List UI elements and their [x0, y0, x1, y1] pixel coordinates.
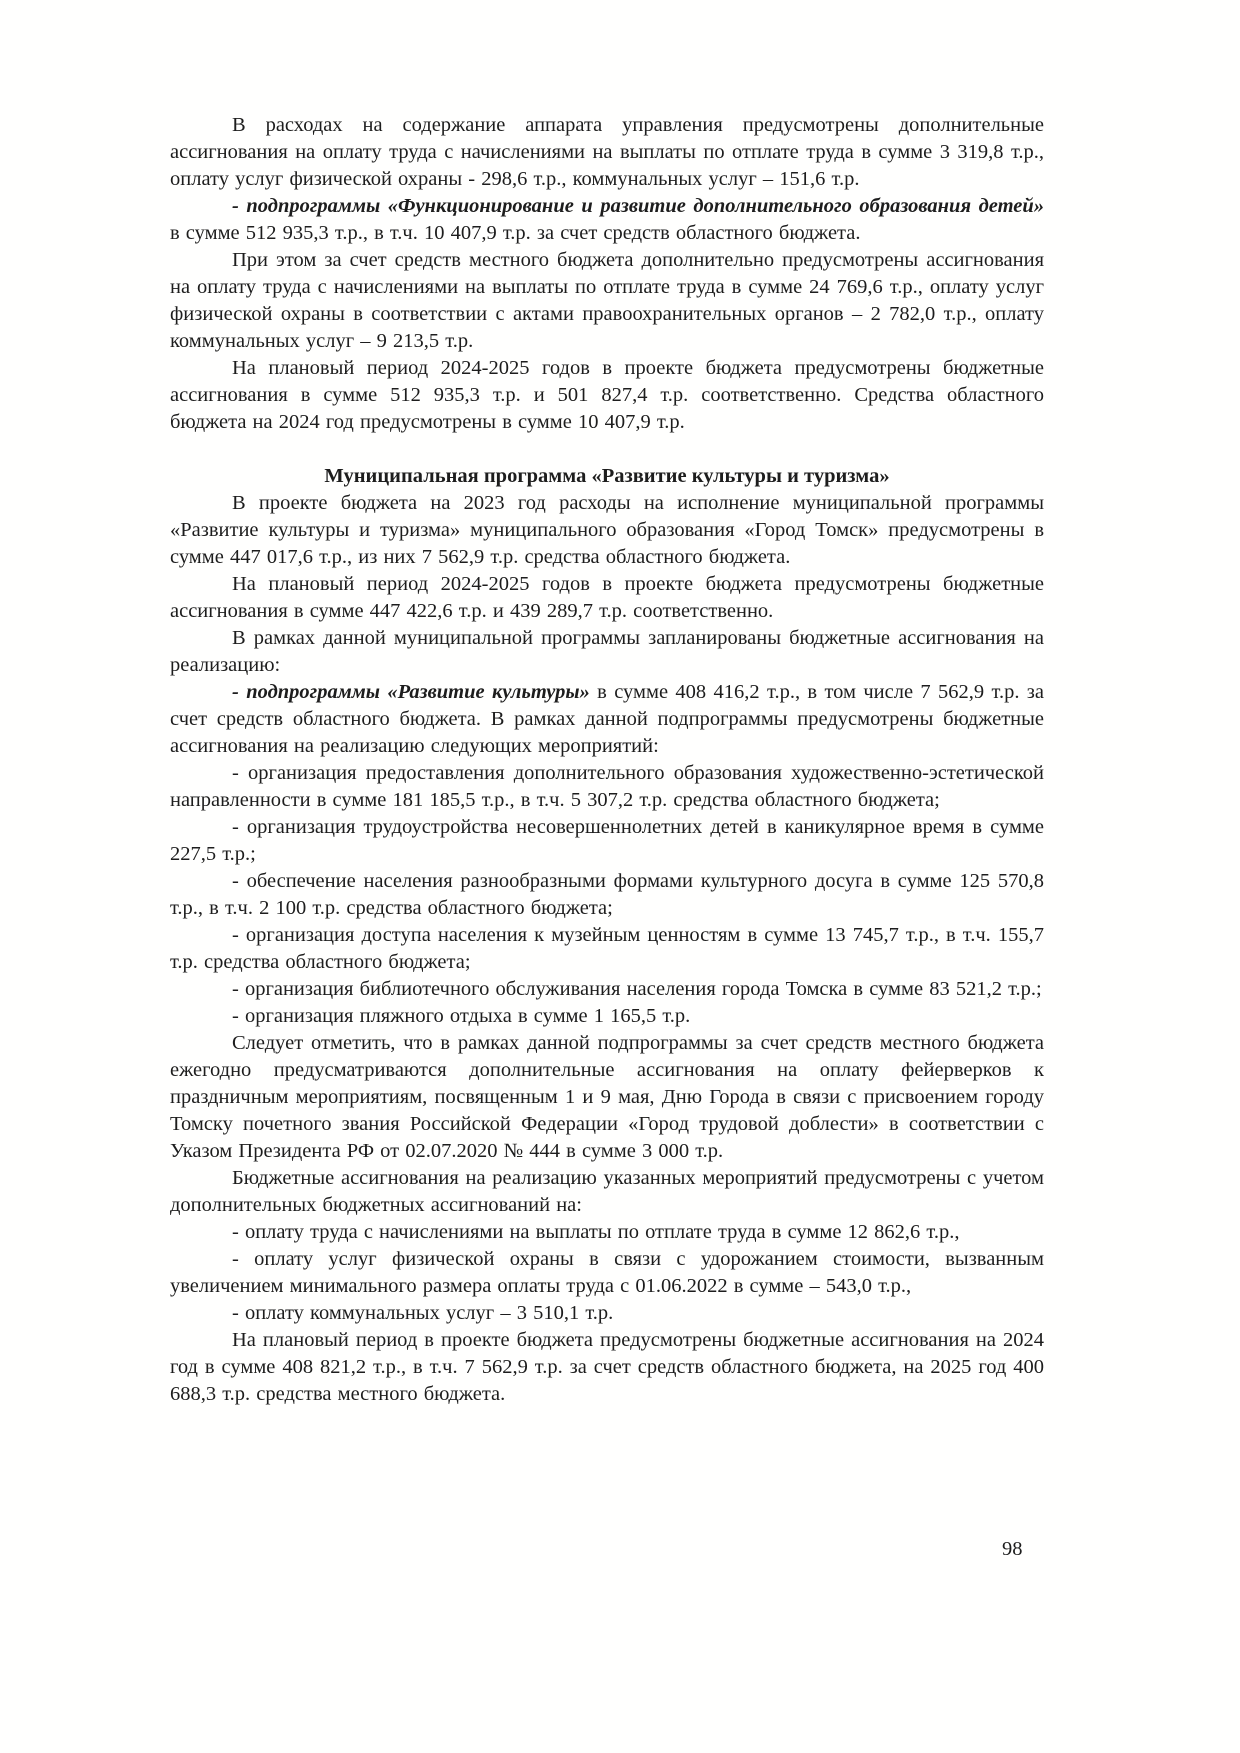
paragraph-subprogram-education	[170, 193, 1044, 247]
paragraph-local-budget-additional: При этом за счет средств местного бюджета дополнительно предусмотрены ассигнования на оплату труда с начислениями на выплаты по отплате труда в сумме 24 769,6 т.р., оплату услуг физической охраны в соответствии с актами правоохранительных органов – 2 782,0 т.р., оплату коммунальных услуг – 9 213,5 т.р.	[170, 249, 1044, 352]
paragraph-item-security-services: - оплату услуг физической охраны в связи с удорожанием стоимости, вызванным увеличением минимального размера оплаты труда с 01.06.2022 в сумме – 543,0 т.р.,	[170, 1248, 1044, 1297]
paragraph-fireworks-note: Следует отметить, что в рамках данной подпрограммы за счет средств местного бюджета ежегодно предусматриваются дополнительные ассигнования на оплату фейерверков к праздничным мероприятиям, посвященным 1 и 9 мая, Дню Города в связи с присвоением городу Томску почетного звания Российской Федерации «Город трудовой доблести» в соответствии с Указом Президента РФ от 02.07.2020 № 444 в сумме 3 000 т.р.	[170, 1032, 1044, 1162]
subprogram-education-title: - подпрограммы «Функционирование и развитие дополнительного образования детей»	[232, 195, 1044, 217]
paragraph-apparatus-expenses: В расходах на содержание аппарата управления предусмотрены дополнительные ассигнования на оплату труда с начислениями на выплаты по отплате труда в сумме 3 319,8 т.р., оплату услуг физической охраны - 298,6 т.р., коммунальных услуг – 151,6 т.р.	[170, 114, 1044, 190]
program-heading-culture-tourism: Муниципальная программа «Развитие культуры и туризма»	[324, 465, 890, 487]
paragraph-planning-period-culture: На плановый период 2024-2025 годов в проекте бюджета предусмотрены бюджетные ассигнования в сумме 447 422,6 т.р. и 439 289,7 т.р. соответственно.	[170, 573, 1044, 622]
paragraph-item-museum-access: - организация доступа населения к музейным ценностям в сумме 13 745,7 т.р., в т.ч. 155,7 т.р. средства областного бюджета;	[170, 924, 1044, 973]
paragraph-subprogram-culture	[170, 679, 1044, 760]
paragraph-item-library-services: - организация библиотечного обслуживания населения города Томска в сумме 83 521,2 т.р.;	[232, 978, 1042, 1000]
paragraph-planning-period-final: На плановый период в проекте бюджета предусмотрены бюджетные ассигнования на 2024 год в сумме 408 821,2 т.р., в т.ч. 7 562,9 т.р. за счет средств областного бюджета, на 2025 год 400 688,3 т.р. средства местного бюджета.	[170, 1329, 1044, 1405]
page-number: 98	[1002, 1538, 1023, 1560]
paragraph-item-cultural-leisure: - обеспечение населения разнообразными формами культурного досуга в сумме 125 570,8 т.р., в т.ч. 2 100 т.р. средства областного бюджета;	[170, 870, 1044, 919]
paragraph-item-art-education: - организация предоставления дополнительного образования художественно-эстетической направленности в сумме 181 185,5 т.р., в т.ч. 5 307,2 т.р. средства областного бюджета;	[170, 762, 1044, 811]
subprogram-culture-text: в сумме 408 416,2 т.р., в том числе 7 562,9 т.р. за счет средств областного бюджета. В рамках данной подпрограммы предусмотрены бюджетные ассигнования на реализацию следующих мероприятий:	[170, 681, 1044, 757]
paragraph-program-allocations-intro: В рамках данной муниципальной программы запланированы бюджетные ассигнования на реализацию:	[170, 627, 1044, 676]
paragraph-planning-period-2024-2025: На плановый период 2024-2025 годов в проекте бюджета предусмотрены бюджетные ассигнования в сумме 512 935,3 т.р. и 501 827,4 т.р. соответственно. Средства областного бюджета на 2024 год предусмотрены в сумме 10 407,9 т.р.	[170, 357, 1044, 433]
paragraph-item-minors-employment: - организация трудоустройства несовершеннолетних детей в каникулярное время в сумме 227,5 т.р.;	[170, 816, 1044, 865]
subprogram-culture-title: - подпрограммы «Развитие культуры»	[232, 681, 590, 703]
subprogram-education-text: в сумме 512 935,3 т.р., в т.ч. 10 407,9 т.р. за счет средств областного бюджета.	[170, 222, 861, 244]
paragraph-additional-allocations-intro: Бюджетные ассигнования на реализацию указанных мероприятий предусмотрены с учетом дополнительных бюджетных ассигнований на:	[170, 1167, 1044, 1216]
paragraph-item-labor-payment: - оплату труда с начислениями на выплаты по отплате труда в сумме 12 862,6 т.р.,	[232, 1221, 960, 1243]
paragraph-item-beach-recreation: - организация пляжного отдыха в сумме 1 165,5 т.р.	[232, 1005, 691, 1027]
paragraph-item-utilities: - оплату коммунальных услуг – 3 510,1 т.р.	[232, 1302, 614, 1324]
paragraph-budget-2023-culture: В проекте бюджета на 2023 год расходы на исполнение муниципальной программы «Развитие культуры и туризма» муниципального образования «Город Томск» предусмотрены в сумме 447 017,6 т.р., из них 7 562,9 т.р. средства областного бюджета.	[170, 492, 1044, 568]
